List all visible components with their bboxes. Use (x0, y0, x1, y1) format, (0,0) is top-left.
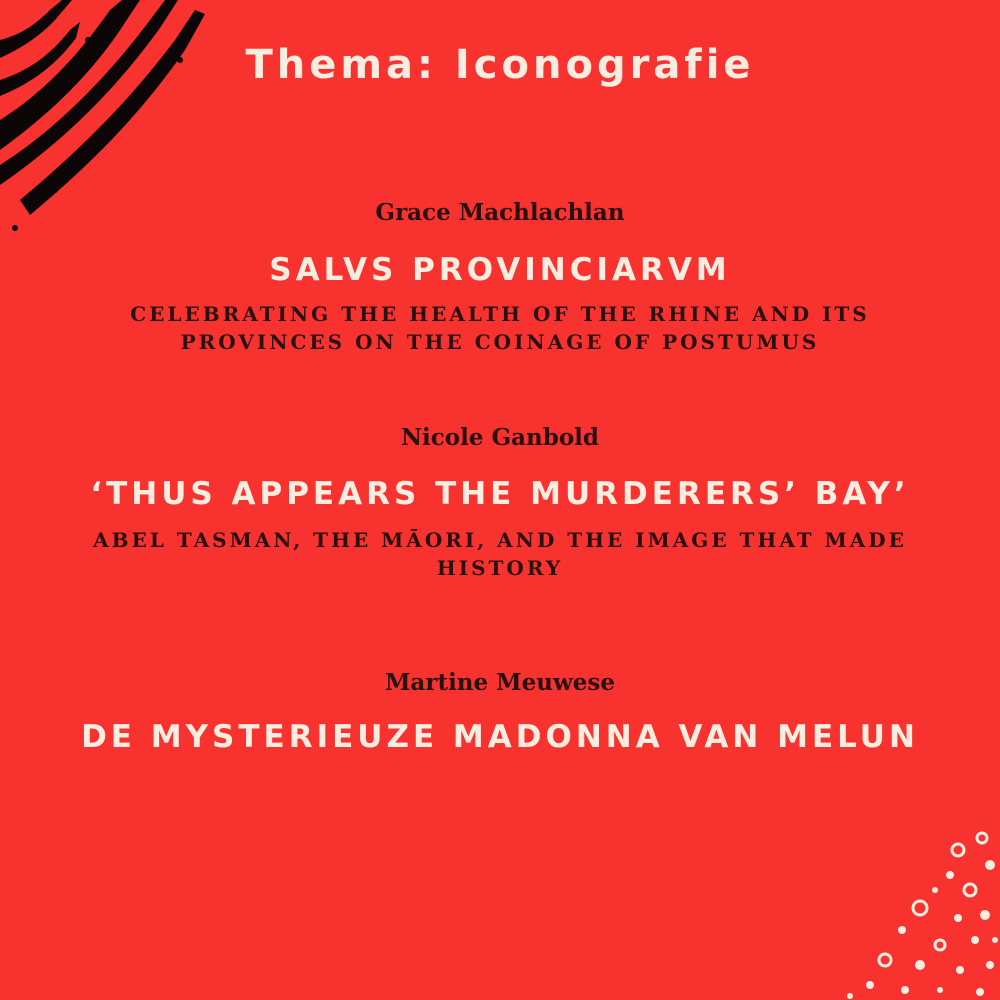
dots-decoration (810, 820, 1000, 1000)
talk-title: ‘THUS APPEARS THE MURDERERS’ BAY’ (90, 476, 910, 512)
talk-title: SALVS PROVINCIARVM (269, 252, 731, 288)
speaker-name: Nicole Ganbold (401, 424, 599, 451)
page-title: Thema: Iconografie (245, 42, 755, 88)
talk-subtitle: ABEL TASMAN, THE MĀORI, AND THE IMAGE THAT MADE HISTORY (93, 528, 907, 580)
speaker-name: Grace Machlachlan (375, 199, 625, 226)
speaker-name: Martine Meuwese (384, 669, 616, 696)
talk-title: DE MYSTERIEUZE MADONNA VAN MELUN (81, 719, 919, 755)
talk-subtitle: CELEBRATING THE HEALTH OF THE RHINE AND ITS PROVINCES ON THE COINAGE OF POSTUMUS (130, 302, 870, 354)
